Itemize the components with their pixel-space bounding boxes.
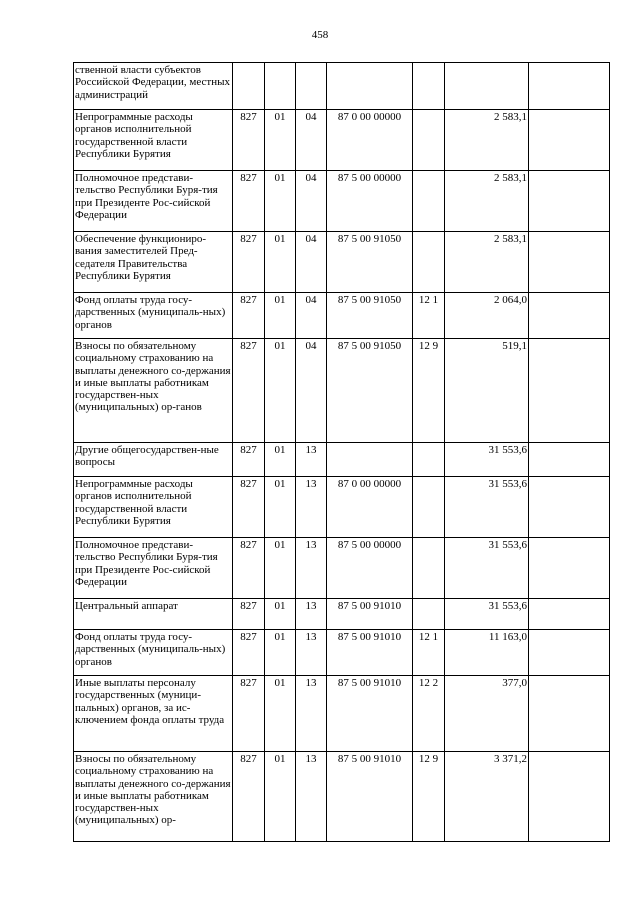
amount-cell: 377,0 (445, 676, 529, 752)
subsection-code-cell: 04 (296, 171, 327, 232)
amount-cell: 3 371,2 (445, 752, 529, 842)
expense-type-cell (413, 538, 445, 599)
expense-type-cell (413, 63, 445, 110)
subsection-code-cell: 04 (296, 110, 327, 171)
section-code-cell: 01 (265, 477, 296, 538)
expense-name-cell: Иные выплаты персоналу государственных (муници-пальных) органов, за ис-ключением фонда оплаты труда (74, 676, 233, 752)
expense-type-cell: 12 1 (413, 630, 445, 676)
target-article-cell: 87 0 00 00000 (327, 110, 413, 171)
table-row (74, 171, 610, 232)
target-article-cell (327, 443, 413, 477)
section-code-cell: 01 (265, 538, 296, 599)
ministry-code-cell: 827 (233, 443, 265, 477)
extra-column-cell (529, 339, 610, 443)
expense-type-cell (413, 477, 445, 538)
section-code-cell: 01 (265, 599, 296, 630)
expense-name-cell: ственной власти субъектов Российской Федерации, местных администраций (74, 63, 233, 110)
subsection-code-cell: 13 (296, 443, 327, 477)
extra-column-cell (529, 171, 610, 232)
expense-name-cell: Непрограммные расходы органов исполнительной государственной власти Республики Бурятия (74, 477, 233, 538)
expense-name-cell: Фонд оплаты труда госу-дарственных (муниципаль-ных) органов (74, 630, 233, 676)
amount-cell: 31 553,6 (445, 538, 529, 599)
expense-name-cell: Взносы по обязательному социальному страхованию на выплаты денежного со-держания и иные выплаты работникам государствен-ных (муниципальных) ор-ганов (74, 339, 233, 443)
amount-cell: 2 583,1 (445, 232, 529, 293)
table-row (74, 110, 610, 171)
section-code-cell (265, 63, 296, 110)
table-row (74, 339, 610, 443)
table-row (74, 63, 610, 110)
section-code-cell: 01 (265, 110, 296, 171)
ministry-code-cell: 827 (233, 110, 265, 171)
ministry-code-cell: 827 (233, 538, 265, 599)
amount-cell: 2 064,0 (445, 293, 529, 339)
amount-cell: 519,1 (445, 339, 529, 443)
subsection-code-cell: 04 (296, 232, 327, 293)
expense-type-cell: 12 9 (413, 752, 445, 842)
expense-name-cell: Взносы по обязательному социальному страхованию на выплаты денежного со-держания и иные выплаты работникам государствен-ных (муниципальных) ор- (74, 752, 233, 842)
section-code-cell: 01 (265, 339, 296, 443)
target-article-cell: 87 5 00 91050 (327, 232, 413, 293)
table-row (74, 477, 610, 538)
target-article-cell: 87 5 00 91050 (327, 293, 413, 339)
amount-cell: 11 163,0 (445, 630, 529, 676)
section-code-cell: 01 (265, 443, 296, 477)
section-code-cell: 01 (265, 293, 296, 339)
subsection-code-cell: 13 (296, 676, 327, 752)
amount-cell: 2 583,1 (445, 110, 529, 171)
extra-column-cell (529, 538, 610, 599)
section-code-cell: 01 (265, 630, 296, 676)
expense-type-cell (413, 110, 445, 171)
extra-column-cell (529, 63, 610, 110)
expense-type-cell (413, 171, 445, 232)
ministry-code-cell: 827 (233, 752, 265, 842)
target-article-cell: 87 0 00 00000 (327, 477, 413, 538)
subsection-code-cell: 13 (296, 599, 327, 630)
expense-type-cell: 12 2 (413, 676, 445, 752)
ministry-code-cell: 827 (233, 171, 265, 232)
subsection-code-cell: 04 (296, 293, 327, 339)
expense-type-cell: 12 9 (413, 339, 445, 443)
amount-cell (445, 63, 529, 110)
amount-cell: 31 553,6 (445, 599, 529, 630)
ministry-code-cell: 827 (233, 676, 265, 752)
table-row (74, 599, 610, 630)
section-code-cell: 01 (265, 676, 296, 752)
expense-name-cell: Центральный аппарат (74, 599, 233, 630)
table-row (74, 752, 610, 842)
extra-column-cell (529, 630, 610, 676)
ministry-code-cell: 827 (233, 293, 265, 339)
section-code-cell: 01 (265, 171, 296, 232)
expense-name-cell: Фонд оплаты труда госу-дарственных (муниципаль-ных) органов (74, 293, 233, 339)
subsection-code-cell: 13 (296, 538, 327, 599)
extra-column-cell (529, 676, 610, 752)
ministry-code-cell (233, 63, 265, 110)
subsection-code-cell (296, 63, 327, 110)
table-row (74, 538, 610, 599)
budget-table (73, 62, 610, 842)
page-number: 458 (311, 29, 329, 41)
target-article-cell: 87 5 00 91050 (327, 339, 413, 443)
target-article-cell (327, 63, 413, 110)
extra-column-cell (529, 477, 610, 538)
extra-column-cell (529, 599, 610, 630)
expense-name-cell: Обеспечение функциониро-вания заместителей Пред-седателя Правительства Республики Бурятия (74, 232, 233, 293)
expense-name-cell: Полномочное представи-тельство Республики Буря-тия при Президенте Рос-сийской Федерации (74, 171, 233, 232)
table-row (74, 293, 610, 339)
extra-column-cell (529, 110, 610, 171)
extra-column-cell (529, 293, 610, 339)
extra-column-cell (529, 752, 610, 842)
expense-type-cell (413, 232, 445, 293)
expense-name-cell: Полномочное представи-тельство Республики Буря-тия при Президенте Рос-сийской Федерации (74, 538, 233, 599)
ministry-code-cell: 827 (233, 477, 265, 538)
section-code-cell: 01 (265, 232, 296, 293)
target-article-cell: 87 5 00 91010 (327, 599, 413, 630)
target-article-cell: 87 5 00 91010 (327, 676, 413, 752)
table-row (74, 232, 610, 293)
amount-cell: 31 553,6 (445, 443, 529, 477)
table-row (74, 676, 610, 752)
table-row (74, 443, 610, 477)
expense-type-cell (413, 599, 445, 630)
extra-column-cell (529, 232, 610, 293)
expense-name-cell: Непрограммные расходы органов исполнительной государственной власти Республики Бурятия (74, 110, 233, 171)
section-code-cell: 01 (265, 752, 296, 842)
table-row (74, 630, 610, 676)
subsection-code-cell: 13 (296, 477, 327, 538)
subsection-code-cell: 04 (296, 339, 327, 443)
ministry-code-cell: 827 (233, 232, 265, 293)
ministry-code-cell: 827 (233, 630, 265, 676)
target-article-cell: 87 5 00 00000 (327, 538, 413, 599)
extra-column-cell (529, 443, 610, 477)
amount-cell: 2 583,1 (445, 171, 529, 232)
ministry-code-cell: 827 (233, 599, 265, 630)
expense-type-cell (413, 443, 445, 477)
expense-name-cell: Другие общегосударствен-ные вопросы (74, 443, 233, 477)
target-article-cell: 87 5 00 91010 (327, 630, 413, 676)
amount-cell: 31 553,6 (445, 477, 529, 538)
ministry-code-cell: 827 (233, 339, 265, 443)
target-article-cell: 87 5 00 00000 (327, 171, 413, 232)
target-article-cell: 87 5 00 91010 (327, 752, 413, 842)
subsection-code-cell: 13 (296, 630, 327, 676)
subsection-code-cell: 13 (296, 752, 327, 842)
expense-type-cell: 12 1 (413, 293, 445, 339)
